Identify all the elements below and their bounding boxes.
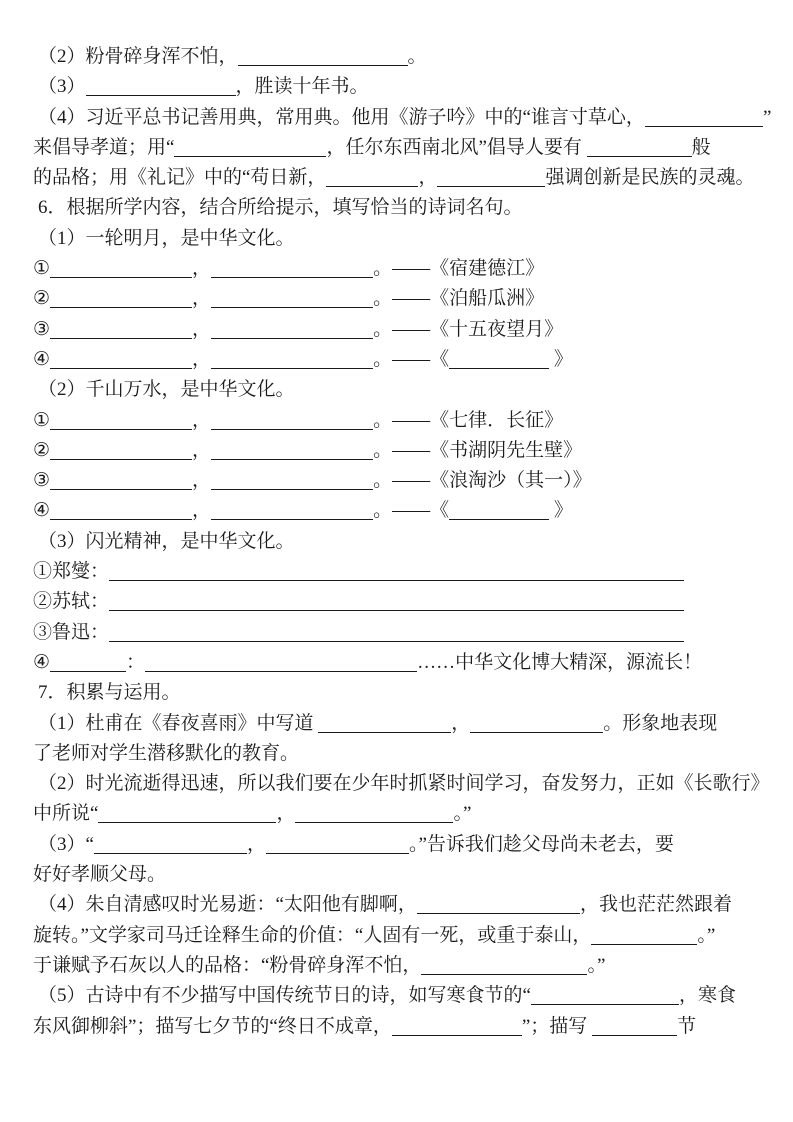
text-run: 于谦赋予石灰以人的品格：“粉骨碎身浑不怕， bbox=[33, 954, 422, 976]
text-run: （3）“ bbox=[38, 833, 94, 855]
blank-field bbox=[145, 652, 417, 672]
text-run: ① bbox=[33, 409, 51, 431]
text-run: （5）古诗中有不少描写中国传统节日的诗，如写寒食节的“ bbox=[38, 985, 531, 1007]
document-line bbox=[33, 103, 772, 133]
blank-field bbox=[211, 258, 373, 278]
text-run: （4）习近平总书记善用典，常用典。他用《游子吟》中的“谁言寸草心， bbox=[38, 106, 645, 128]
text-run: ， bbox=[246, 833, 266, 855]
document-line bbox=[33, 981, 761, 1011]
blank-field bbox=[587, 137, 692, 157]
document-line bbox=[33, 163, 761, 193]
text-run: ， bbox=[451, 712, 471, 734]
text-run: 。——《十五夜望月》 bbox=[373, 318, 564, 340]
document-line bbox=[33, 890, 761, 920]
document-line bbox=[33, 587, 761, 617]
blank-field bbox=[50, 652, 126, 672]
blank-field bbox=[211, 500, 373, 520]
text-run: 。” bbox=[587, 954, 606, 976]
text-run: 。——《七律．长征》 bbox=[373, 409, 564, 431]
text-run: ， bbox=[192, 470, 212, 492]
text-run: 。——《 bbox=[373, 500, 450, 522]
text-run: ， bbox=[192, 258, 212, 280]
blank-field bbox=[449, 500, 549, 520]
text-run: 。——《宿建德江》 bbox=[373, 258, 545, 280]
blank-field bbox=[86, 76, 236, 96]
blank-field bbox=[50, 470, 192, 490]
document-line bbox=[33, 406, 761, 436]
text-run: 》 bbox=[549, 348, 573, 370]
text-run: 般 bbox=[691, 136, 711, 158]
blank-field bbox=[417, 894, 580, 914]
document-line bbox=[33, 345, 761, 375]
blank-field bbox=[94, 834, 247, 854]
document-line bbox=[33, 739, 761, 769]
text-run: ② bbox=[33, 288, 51, 310]
blank-field bbox=[50, 410, 192, 430]
blank-field bbox=[50, 258, 192, 278]
text-run: ” bbox=[762, 106, 772, 128]
text-run: ， bbox=[418, 167, 438, 189]
text-run: ， bbox=[192, 288, 212, 310]
text-run: ， bbox=[192, 318, 212, 340]
text-run: ②苏轼： bbox=[33, 591, 110, 613]
blank-field bbox=[50, 319, 192, 339]
text-run: ”；描写 bbox=[521, 1015, 593, 1037]
text-run: 旋转。”文学家司马迁诠释生命的价值：“人固有一死，或重于泰山， bbox=[33, 924, 592, 946]
blank-field bbox=[326, 167, 418, 187]
blank-field bbox=[211, 470, 373, 490]
text-run: 。” bbox=[697, 924, 716, 946]
document-line bbox=[33, 921, 761, 951]
document-line bbox=[33, 527, 761, 557]
blank-field bbox=[645, 107, 763, 127]
text-run: （2）粉骨碎身浑不怕， bbox=[38, 46, 238, 67]
blank-field bbox=[50, 349, 192, 369]
blank-field bbox=[531, 985, 679, 1005]
text-run: ， bbox=[192, 409, 212, 431]
text-run: ： bbox=[126, 651, 146, 673]
blank-field bbox=[174, 137, 326, 157]
document-line bbox=[33, 224, 761, 254]
document-line bbox=[33, 951, 761, 981]
blank-field bbox=[109, 622, 684, 642]
text-run: ，我也茫茫然跟着 bbox=[579, 894, 732, 916]
blank-field bbox=[50, 440, 192, 460]
document-line bbox=[33, 769, 770, 799]
text-run: ， bbox=[192, 348, 212, 370]
document-line bbox=[33, 375, 761, 405]
text-run: 6．根据所学内容，结合所给提示，填写恰当的诗词名句。 bbox=[38, 197, 523, 219]
text-run: （2）千山万水，是中华文化。 bbox=[38, 379, 295, 401]
text-run: （3） bbox=[38, 76, 86, 98]
document-line bbox=[33, 830, 761, 860]
text-run: （2）时光流逝得迅速，所以我们要在少年时抓紧时间学习，奋发努力，正如《长歌行》 bbox=[38, 773, 770, 795]
document-line bbox=[33, 799, 761, 829]
text-run: ，胜读十年书。 bbox=[235, 76, 369, 98]
blank-field bbox=[266, 834, 409, 854]
text-run: 。 bbox=[407, 46, 427, 67]
document-line bbox=[33, 860, 761, 890]
text-run: 了老师对学生潜移默化的教育。 bbox=[33, 742, 300, 764]
text-run: ② bbox=[33, 439, 51, 461]
document-line bbox=[33, 436, 761, 466]
blank-field bbox=[437, 167, 545, 187]
blank-field bbox=[109, 561, 684, 581]
text-run: ①郑燮： bbox=[33, 561, 110, 583]
blank-field bbox=[449, 349, 549, 369]
text-run: 。——《浪淘沙（其一）》 bbox=[373, 470, 592, 492]
text-run: 。形象地表现 bbox=[603, 712, 718, 734]
document-line bbox=[33, 466, 761, 496]
blank-field bbox=[591, 925, 697, 945]
blank-field bbox=[211, 440, 373, 460]
text-run: 》 bbox=[549, 500, 573, 522]
text-run: 。——《 bbox=[373, 348, 450, 370]
text-run: 的品格；用《礼记》中的“苟日新， bbox=[33, 167, 327, 189]
text-run: 来倡导孝道；用“ bbox=[33, 136, 175, 158]
document-line bbox=[33, 315, 761, 345]
document-line bbox=[33, 648, 761, 678]
blank-field bbox=[592, 1016, 677, 1036]
document-line bbox=[33, 678, 761, 708]
blank-field bbox=[211, 349, 373, 369]
text-run: （1）一轮明月，是中华文化。 bbox=[38, 227, 295, 249]
text-run: ④ bbox=[33, 348, 51, 370]
document-line bbox=[33, 557, 761, 587]
text-run: ， bbox=[192, 500, 212, 522]
text-run: （4）朱自清感叹时光易逝：“太阳他有脚啊， bbox=[38, 894, 417, 916]
text-run: ，任尔东西南北风”倡导人要有 bbox=[326, 136, 587, 158]
text-run: 强调创新是民族的灵魂。 bbox=[545, 167, 755, 189]
text-run: 。”告诉我们趁父母尚未老去，要 bbox=[408, 833, 674, 855]
document-line bbox=[33, 193, 761, 223]
text-run: 。——《书湖阴先生壁》 bbox=[373, 439, 583, 461]
text-run: ④ bbox=[33, 651, 51, 673]
text-run: （1）杜甫在《春夜喜雨》中写道 bbox=[38, 712, 319, 734]
text-run: ④ bbox=[33, 500, 51, 522]
text-run: 东风御柳斜”；描写七夕节的“终日不成章， bbox=[33, 1015, 392, 1037]
document-body bbox=[33, 42, 772, 1042]
blank-field bbox=[392, 1016, 522, 1036]
text-run: ，寒食 bbox=[678, 985, 736, 1007]
document-line bbox=[33, 1012, 761, 1042]
document-line bbox=[33, 254, 761, 284]
document-line bbox=[33, 284, 761, 314]
text-run: 。” bbox=[453, 803, 472, 825]
text-run: 节 bbox=[677, 1015, 697, 1037]
text-run: 好好孝顺父母。 bbox=[33, 864, 167, 886]
text-run: ① bbox=[33, 258, 51, 280]
document-line bbox=[33, 72, 761, 102]
blank-field bbox=[211, 319, 373, 339]
text-run: ， bbox=[276, 803, 296, 825]
text-run: ③ bbox=[33, 470, 51, 492]
text-run: ③ bbox=[33, 318, 51, 340]
document-line bbox=[33, 709, 761, 739]
text-run: ……中华文化博大精深，源流长！ bbox=[417, 651, 703, 673]
blank-field bbox=[318, 713, 451, 733]
text-run: 7．积累与运用。 bbox=[38, 682, 181, 704]
blank-field bbox=[211, 410, 373, 430]
blank-field bbox=[238, 46, 408, 66]
blank-field bbox=[295, 803, 453, 823]
text-run: 。——《泊船瓜洲》 bbox=[373, 288, 545, 310]
document-line bbox=[33, 42, 761, 72]
text-run: （3）闪光精神，是中华文化。 bbox=[38, 530, 295, 552]
text-run: ③鲁迅： bbox=[33, 621, 110, 643]
blank-field bbox=[50, 500, 192, 520]
text-run: ， bbox=[192, 439, 212, 461]
text-run: 中所说“ bbox=[33, 803, 99, 825]
blank-field bbox=[211, 288, 373, 308]
blank-field bbox=[98, 803, 276, 823]
blank-field bbox=[421, 955, 587, 975]
blank-field bbox=[470, 713, 603, 733]
blank-field bbox=[109, 591, 684, 611]
document-line bbox=[33, 496, 761, 526]
blank-field bbox=[50, 288, 192, 308]
document-line bbox=[33, 133, 761, 163]
document-line bbox=[33, 618, 761, 648]
